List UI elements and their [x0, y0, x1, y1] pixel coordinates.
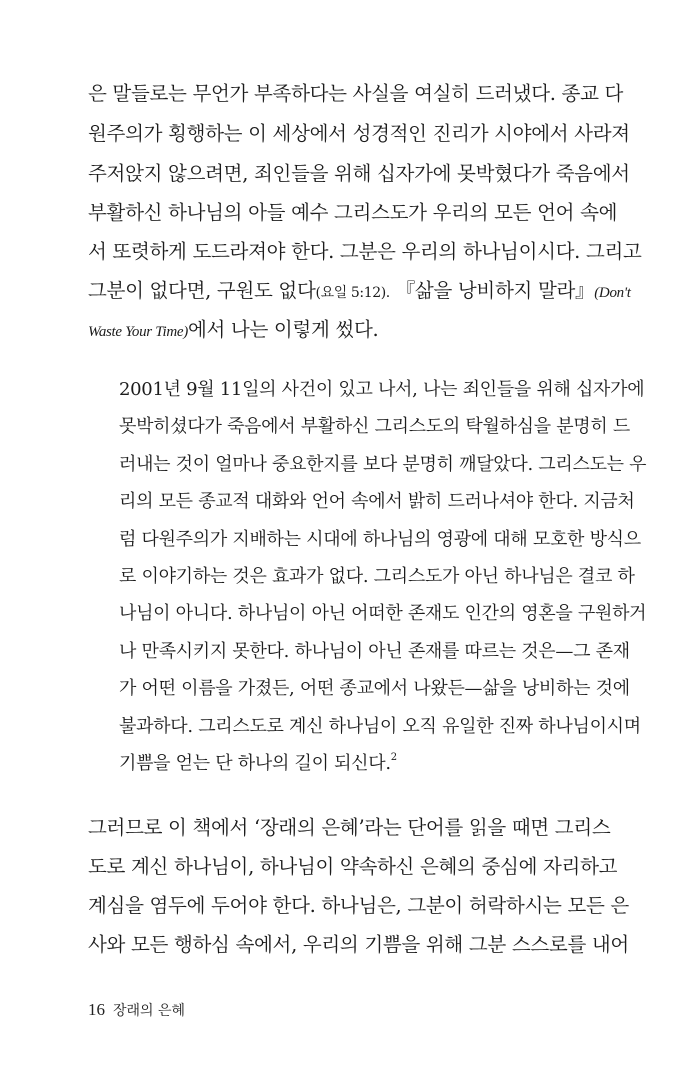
- quote-line: 리의 모든 종교적 대화와 언어 속에서 밝히 드러나셔야 한다. 지금처: [119, 491, 635, 512]
- paragraph1-line: [88, 281, 631, 301]
- running-book-title: 장래의 은혜: [113, 1003, 186, 1019]
- quote-line: 불과하다. 그리스도로 계신 하나님이 오직 유일한 진짜 하나님이시며: [119, 716, 641, 737]
- quote-line: 나 만족시키지 못한다. 하나님이 아닌 존재를 따르는 것은—그 존재: [119, 641, 630, 662]
- scripture-reference: (요일 5:12).: [315, 285, 390, 301]
- quote-line: 러내는 것이 얼마나 중요한지를 보다 분명히 깨달았다. 그리스도는 우: [119, 454, 647, 475]
- paragraph2-line: 그러므로 이 책에서 ‘장래의 은혜’라는 단어를 읽을 때면 그리스: [88, 816, 611, 839]
- paragraph1-line: 주저앉지 않으려면, 죄인들을 위해 십자가에 못박혔다가 죽음에서: [88, 162, 630, 185]
- paragraph2-line: 계심을 염두에 두어야 한다. 하나님은, 그분이 허락하시는 모든 은: [88, 894, 629, 917]
- page-footer: [88, 1000, 185, 1020]
- page-number: 16: [88, 1000, 105, 1019]
- quote-text: 기쁨을 얻는 단 하나의 길이 되신다.: [119, 753, 391, 774]
- quote-line: [119, 752, 397, 774]
- quote-line: 럼 다원주의가 지배하는 시대에 하나님의 영광에 대해 모호한 방식으: [119, 529, 641, 550]
- paragraph2-line: 도로 계신 하나님이, 하나님이 약속하신 은혜의 중심에 자리하고: [88, 855, 618, 878]
- paragraph2-line: 사와 모든 행하심 속에서, 우리의 기쁨을 위해 그분 스스로를 내어: [88, 933, 629, 956]
- book-title-korean: 『삶을 낭비하지 말라』: [389, 279, 595, 302]
- quote-line: 못박히셨다가 죽음에서 부활하신 그리스도의 탁월하심을 분명히 드: [119, 416, 630, 437]
- quote-line: 나님이 아니다. 하나님이 아닌 어떠한 존재도 인간의 영혼을 구원하거: [119, 603, 647, 624]
- paragraph1-text: 에서 나는 이렇게 썼다.: [187, 318, 379, 341]
- quote-line: 2001년 9월 11일의 사건이 있고 나서, 나는 죄인들을 위해 십자가에: [119, 379, 645, 400]
- paragraph1-text: 그분이 없다면, 구원도 없다: [88, 279, 316, 302]
- paragraph1-line: 은 말들로는 무언가 부족하다는 사실을 여실히 드러냈다. 종교 다: [88, 82, 624, 105]
- book-title-english: Waste Your Time): [88, 324, 188, 340]
- book-title-english: (Don't: [594, 285, 631, 301]
- footnote-marker[interactable]: 2: [390, 752, 397, 763]
- quote-line: 로 이야기하는 것은 효과가 없다. 그리스도가 아닌 하나님은 결코 하: [119, 566, 635, 587]
- paragraph1-line: 원주의가 횡행하는 이 세상에서 성경적인 진리가 시야에서 사라져: [88, 122, 630, 145]
- quote-line: 가 어떤 이름을 가졌든, 어떤 종교에서 나왔든—삶을 낭비하는 것에: [119, 678, 630, 699]
- paragraph1-line: 서 또렷하게 도드라져야 한다. 그분은 우리의 하나님이시다. 그리고: [88, 240, 642, 263]
- paragraph1-line: [88, 320, 378, 340]
- paragraph1-line: 부활하신 하나님의 아들 예수 그리스도가 우리의 모든 언어 속에: [88, 201, 618, 224]
